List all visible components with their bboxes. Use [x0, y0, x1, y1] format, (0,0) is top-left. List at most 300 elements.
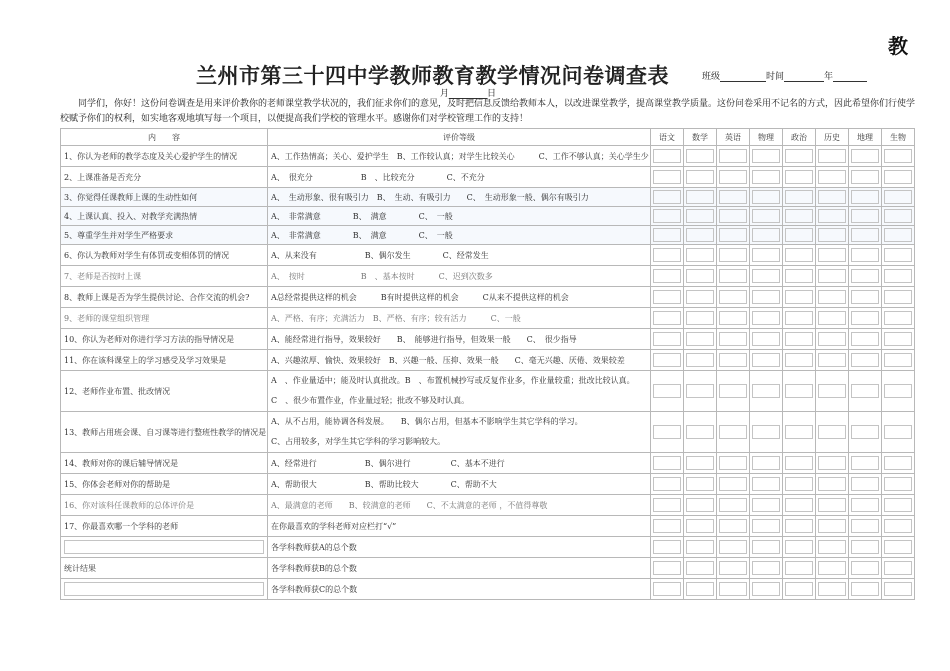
- answer-cell[interactable]: [684, 207, 717, 226]
- answer-box[interactable]: [686, 498, 714, 512]
- answer-cell[interactable]: [717, 188, 750, 207]
- answer-box[interactable]: [653, 269, 681, 283]
- answer-box[interactable]: [818, 498, 846, 512]
- answer-box[interactable]: [752, 498, 780, 512]
- answer-cell[interactable]: [882, 453, 915, 474]
- answer-cell[interactable]: [684, 287, 717, 308]
- answer-box[interactable]: [884, 170, 912, 184]
- answer-box[interactable]: [851, 456, 879, 470]
- answer-box[interactable]: [785, 384, 813, 398]
- answer-box[interactable]: [884, 311, 912, 325]
- answer-box[interactable]: [686, 353, 714, 367]
- answer-box[interactable]: [686, 477, 714, 491]
- answer-box[interactable]: [653, 209, 681, 223]
- answer-cell[interactable]: [849, 474, 882, 495]
- answer-cell[interactable]: [717, 579, 750, 600]
- answer-box[interactable]: [851, 209, 879, 223]
- answer-box[interactable]: [851, 311, 879, 325]
- answer-cell[interactable]: [651, 371, 684, 412]
- answer-box[interactable]: [653, 519, 681, 533]
- answer-box[interactable]: [851, 269, 879, 283]
- answer-cell[interactable]: [816, 245, 849, 266]
- answer-cell[interactable]: [651, 308, 684, 329]
- answer-cell[interactable]: [882, 371, 915, 412]
- answer-cell[interactable]: [717, 245, 750, 266]
- answer-cell[interactable]: [717, 207, 750, 226]
- answer-cell[interactable]: [750, 266, 783, 287]
- answer-box[interactable]: [686, 384, 714, 398]
- answer-cell[interactable]: [783, 537, 816, 558]
- answer-cell[interactable]: [816, 371, 849, 412]
- answer-cell[interactable]: [783, 266, 816, 287]
- answer-cell[interactable]: [684, 371, 717, 412]
- answer-cell[interactable]: [651, 188, 684, 207]
- answer-box[interactable]: [785, 248, 813, 262]
- answer-box[interactable]: [653, 228, 681, 242]
- answer-cell[interactable]: [783, 287, 816, 308]
- answer-box[interactable]: [884, 190, 912, 204]
- answer-box[interactable]: [851, 149, 879, 163]
- answer-cell[interactable]: [816, 308, 849, 329]
- answer-cell[interactable]: [882, 207, 915, 226]
- answer-box[interactable]: [818, 540, 846, 554]
- answer-box[interactable]: [686, 311, 714, 325]
- answer-cell[interactable]: [684, 412, 717, 453]
- answer-cell[interactable]: [849, 245, 882, 266]
- answer-cell[interactable]: [816, 412, 849, 453]
- answer-cell[interactable]: [816, 266, 849, 287]
- answer-cell[interactable]: [882, 226, 915, 245]
- answer-cell[interactable]: [684, 350, 717, 371]
- answer-cell[interactable]: [684, 245, 717, 266]
- answer-cell[interactable]: [651, 329, 684, 350]
- answer-box[interactable]: [686, 190, 714, 204]
- answer-cell[interactable]: [882, 245, 915, 266]
- answer-box[interactable]: [851, 384, 879, 398]
- answer-cell[interactable]: [849, 308, 882, 329]
- answer-cell[interactable]: [783, 329, 816, 350]
- answer-cell[interactable]: [882, 329, 915, 350]
- answer-box[interactable]: [884, 209, 912, 223]
- answer-cell[interactable]: [717, 495, 750, 516]
- answer-box[interactable]: [653, 290, 681, 304]
- answer-box[interactable]: [884, 290, 912, 304]
- answer-box[interactable]: [884, 456, 912, 470]
- answer-box[interactable]: [653, 248, 681, 262]
- answer-cell[interactable]: [684, 579, 717, 600]
- answer-cell[interactable]: [750, 579, 783, 600]
- answer-box[interactable]: [851, 290, 879, 304]
- answer-box[interactable]: [686, 290, 714, 304]
- answer-box[interactable]: [719, 311, 747, 325]
- answer-cell[interactable]: [717, 537, 750, 558]
- answer-box[interactable]: [785, 561, 813, 575]
- answer-box[interactable]: [752, 190, 780, 204]
- answer-cell[interactable]: [651, 412, 684, 453]
- answer-box[interactable]: [851, 582, 879, 596]
- answer-cell[interactable]: [882, 474, 915, 495]
- answer-box[interactable]: [752, 540, 780, 554]
- answer-box[interactable]: [818, 170, 846, 184]
- answer-box[interactable]: [818, 209, 846, 223]
- answer-cell[interactable]: [717, 453, 750, 474]
- answer-cell[interactable]: [750, 226, 783, 245]
- answer-cell[interactable]: [717, 226, 750, 245]
- answer-cell[interactable]: [882, 146, 915, 167]
- answer-cell[interactable]: [816, 579, 849, 600]
- answer-cell[interactable]: [882, 167, 915, 188]
- answer-box[interactable]: [818, 353, 846, 367]
- answer-cell[interactable]: [783, 188, 816, 207]
- answer-cell[interactable]: [717, 474, 750, 495]
- answer-cell[interactable]: [684, 329, 717, 350]
- answer-cell[interactable]: [750, 167, 783, 188]
- answer-box[interactable]: [752, 582, 780, 596]
- answer-cell[interactable]: [717, 558, 750, 579]
- answer-box[interactable]: [884, 384, 912, 398]
- answer-cell[interactable]: [849, 207, 882, 226]
- answer-box[interactable]: [818, 477, 846, 491]
- answer-box[interactable]: [818, 290, 846, 304]
- answer-box[interactable]: [653, 170, 681, 184]
- answer-cell[interactable]: [651, 226, 684, 245]
- answer-box[interactable]: [653, 149, 681, 163]
- answer-cell[interactable]: [816, 167, 849, 188]
- answer-cell[interactable]: [717, 287, 750, 308]
- answer-cell[interactable]: [849, 146, 882, 167]
- answer-box[interactable]: [752, 332, 780, 346]
- answer-box[interactable]: [653, 561, 681, 575]
- answer-box[interactable]: [785, 540, 813, 554]
- answer-box[interactable]: [686, 425, 714, 439]
- answer-cell[interactable]: [750, 245, 783, 266]
- answer-cell[interactable]: [849, 537, 882, 558]
- answer-cell[interactable]: [882, 558, 915, 579]
- answer-box[interactable]: [884, 425, 912, 439]
- answer-box[interactable]: [851, 477, 879, 491]
- answer-cell[interactable]: [750, 308, 783, 329]
- answer-cell[interactable]: [849, 188, 882, 207]
- answer-box[interactable]: [785, 519, 813, 533]
- answer-cell[interactable]: [717, 146, 750, 167]
- answer-box[interactable]: [719, 332, 747, 346]
- answer-cell[interactable]: [816, 226, 849, 245]
- answer-box[interactable]: [653, 582, 681, 596]
- answer-box[interactable]: [686, 456, 714, 470]
- answer-cell[interactable]: [849, 453, 882, 474]
- answer-box[interactable]: [884, 248, 912, 262]
- answer-box[interactable]: [752, 209, 780, 223]
- answer-box[interactable]: [785, 290, 813, 304]
- answer-box[interactable]: [752, 170, 780, 184]
- answer-box[interactable]: [785, 311, 813, 325]
- answer-cell[interactable]: [651, 558, 684, 579]
- answer-box[interactable]: [686, 332, 714, 346]
- answer-cell[interactable]: [849, 226, 882, 245]
- answer-box[interactable]: [851, 332, 879, 346]
- answer-cell[interactable]: [849, 329, 882, 350]
- answer-box[interactable]: [719, 477, 747, 491]
- answer-cell[interactable]: [849, 371, 882, 412]
- answer-box[interactable]: [653, 384, 681, 398]
- answer-box[interactable]: [686, 269, 714, 283]
- answer-cell[interactable]: [750, 188, 783, 207]
- answer-cell[interactable]: [750, 453, 783, 474]
- answer-box[interactable]: [884, 519, 912, 533]
- answer-box[interactable]: [719, 384, 747, 398]
- answer-box[interactable]: [752, 311, 780, 325]
- answer-box[interactable]: [818, 311, 846, 325]
- answer-cell[interactable]: [684, 308, 717, 329]
- answer-box[interactable]: [752, 477, 780, 491]
- answer-cell[interactable]: [816, 207, 849, 226]
- answer-box[interactable]: [818, 425, 846, 439]
- answer-box[interactable]: [785, 209, 813, 223]
- answer-cell[interactable]: [750, 287, 783, 308]
- answer-box[interactable]: [851, 540, 879, 554]
- answer-box[interactable]: [719, 269, 747, 283]
- answer-cell[interactable]: [750, 537, 783, 558]
- answer-box[interactable]: [884, 228, 912, 242]
- answer-box[interactable]: [818, 582, 846, 596]
- answer-cell[interactable]: [684, 453, 717, 474]
- answer-cell[interactable]: [651, 350, 684, 371]
- answer-box[interactable]: [686, 228, 714, 242]
- answer-cell[interactable]: [816, 474, 849, 495]
- answer-cell[interactable]: [849, 350, 882, 371]
- answer-box[interactable]: [851, 228, 879, 242]
- answer-box[interactable]: [785, 190, 813, 204]
- answer-cell[interactable]: [783, 245, 816, 266]
- answer-cell[interactable]: [684, 167, 717, 188]
- answer-cell[interactable]: [816, 329, 849, 350]
- answer-cell[interactable]: [651, 287, 684, 308]
- answer-cell[interactable]: [651, 167, 684, 188]
- answer-cell[interactable]: [651, 266, 684, 287]
- answer-cell[interactable]: [717, 308, 750, 329]
- answer-box[interactable]: [686, 170, 714, 184]
- answer-cell[interactable]: [651, 474, 684, 495]
- answer-box[interactable]: [719, 353, 747, 367]
- answer-box[interactable]: [653, 498, 681, 512]
- answer-cell[interactable]: [882, 579, 915, 600]
- answer-cell[interactable]: [882, 308, 915, 329]
- answer-box[interactable]: [686, 248, 714, 262]
- answer-cell[interactable]: [684, 188, 717, 207]
- answer-cell[interactable]: [750, 474, 783, 495]
- answer-box[interactable]: [719, 149, 747, 163]
- answer-box[interactable]: [752, 149, 780, 163]
- answer-cell[interactable]: [684, 558, 717, 579]
- answer-box[interactable]: [884, 582, 912, 596]
- answer-box[interactable]: [719, 561, 747, 575]
- answer-box[interactable]: [752, 384, 780, 398]
- answer-box[interactable]: [785, 353, 813, 367]
- answer-cell[interactable]: [750, 516, 783, 537]
- answer-cell[interactable]: [882, 287, 915, 308]
- answer-cell[interactable]: [684, 474, 717, 495]
- answer-cell[interactable]: [816, 453, 849, 474]
- answer-box[interactable]: [686, 582, 714, 596]
- answer-cell[interactable]: [750, 495, 783, 516]
- answer-cell[interactable]: [783, 207, 816, 226]
- answer-cell[interactable]: [684, 495, 717, 516]
- answer-box[interactable]: [884, 498, 912, 512]
- answer-box[interactable]: [719, 425, 747, 439]
- answer-cell[interactable]: [717, 350, 750, 371]
- answer-box[interactable]: [653, 332, 681, 346]
- answer-box[interactable]: [653, 311, 681, 325]
- answer-box[interactable]: [884, 149, 912, 163]
- answer-cell[interactable]: [783, 516, 816, 537]
- answer-cell[interactable]: [882, 516, 915, 537]
- answer-cell[interactable]: [651, 207, 684, 226]
- answer-box[interactable]: [818, 269, 846, 283]
- answer-box[interactable]: [719, 456, 747, 470]
- answer-box[interactable]: [653, 477, 681, 491]
- answer-cell[interactable]: [882, 412, 915, 453]
- answer-box[interactable]: [719, 228, 747, 242]
- answer-box[interactable]: [752, 290, 780, 304]
- answer-box[interactable]: [785, 228, 813, 242]
- answer-cell[interactable]: [783, 308, 816, 329]
- answer-cell[interactable]: [783, 495, 816, 516]
- answer-box[interactable]: [719, 248, 747, 262]
- answer-box[interactable]: [851, 498, 879, 512]
- answer-cell[interactable]: [684, 146, 717, 167]
- answer-cell[interactable]: [882, 495, 915, 516]
- answer-box[interactable]: [785, 582, 813, 596]
- answer-box[interactable]: [785, 456, 813, 470]
- answer-cell[interactable]: [684, 537, 717, 558]
- answer-cell[interactable]: [783, 474, 816, 495]
- answer-cell[interactable]: [717, 412, 750, 453]
- answer-cell[interactable]: [717, 167, 750, 188]
- answer-box[interactable]: [818, 190, 846, 204]
- answer-cell[interactable]: [783, 350, 816, 371]
- answer-box[interactable]: [884, 561, 912, 575]
- answer-box[interactable]: [719, 582, 747, 596]
- answer-cell[interactable]: [750, 412, 783, 453]
- answer-cell[interactable]: [849, 287, 882, 308]
- answer-cell[interactable]: [849, 558, 882, 579]
- answer-cell[interactable]: [783, 558, 816, 579]
- answer-cell[interactable]: [849, 579, 882, 600]
- answer-cell[interactable]: [651, 579, 684, 600]
- answer-box[interactable]: [818, 561, 846, 575]
- answer-cell[interactable]: [849, 266, 882, 287]
- answer-box[interactable]: [719, 290, 747, 304]
- answer-cell[interactable]: [783, 453, 816, 474]
- answer-cell[interactable]: [783, 579, 816, 600]
- answer-cell[interactable]: [684, 516, 717, 537]
- answer-cell[interactable]: [651, 146, 684, 167]
- answer-cell[interactable]: [651, 495, 684, 516]
- answer-box[interactable]: [785, 477, 813, 491]
- answer-cell[interactable]: [816, 287, 849, 308]
- answer-box[interactable]: [785, 425, 813, 439]
- answer-box[interactable]: [752, 456, 780, 470]
- answer-box[interactable]: [851, 170, 879, 184]
- answer-box[interactable]: [752, 248, 780, 262]
- answer-box[interactable]: [752, 269, 780, 283]
- answer-cell[interactable]: [816, 495, 849, 516]
- answer-box[interactable]: [719, 540, 747, 554]
- answer-box[interactable]: [686, 561, 714, 575]
- answer-box[interactable]: [785, 269, 813, 283]
- answer-cell[interactable]: [882, 266, 915, 287]
- answer-cell[interactable]: [750, 329, 783, 350]
- answer-box[interactable]: [752, 561, 780, 575]
- answer-box[interactable]: [851, 190, 879, 204]
- answer-cell[interactable]: [783, 226, 816, 245]
- answer-cell[interactable]: [783, 371, 816, 412]
- answer-cell[interactable]: [849, 167, 882, 188]
- answer-box[interactable]: [884, 353, 912, 367]
- answer-box[interactable]: [686, 519, 714, 533]
- answer-box[interactable]: [752, 425, 780, 439]
- answer-box[interactable]: [785, 332, 813, 346]
- answer-box[interactable]: [884, 540, 912, 554]
- answer-cell[interactable]: [750, 207, 783, 226]
- answer-box[interactable]: [851, 519, 879, 533]
- answer-box[interactable]: [785, 149, 813, 163]
- answer-cell[interactable]: [651, 245, 684, 266]
- answer-box[interactable]: [851, 425, 879, 439]
- answer-box[interactable]: [752, 228, 780, 242]
- answer-box[interactable]: [752, 353, 780, 367]
- answer-box[interactable]: [884, 477, 912, 491]
- answer-box[interactable]: [818, 456, 846, 470]
- answer-box[interactable]: [653, 540, 681, 554]
- answer-box[interactable]: [653, 190, 681, 204]
- answer-box[interactable]: [719, 209, 747, 223]
- answer-cell[interactable]: [651, 537, 684, 558]
- answer-box[interactable]: [686, 209, 714, 223]
- answer-cell[interactable]: [783, 146, 816, 167]
- answer-cell[interactable]: [816, 516, 849, 537]
- answer-cell[interactable]: [849, 516, 882, 537]
- answer-box[interactable]: [785, 498, 813, 512]
- answer-box[interactable]: [752, 519, 780, 533]
- answer-box[interactable]: [653, 456, 681, 470]
- answer-cell[interactable]: [816, 188, 849, 207]
- answer-box[interactable]: [686, 540, 714, 554]
- answer-cell[interactable]: [783, 412, 816, 453]
- answer-cell[interactable]: [816, 350, 849, 371]
- answer-box[interactable]: [719, 170, 747, 184]
- answer-box[interactable]: [851, 353, 879, 367]
- answer-cell[interactable]: [816, 146, 849, 167]
- answer-cell[interactable]: [816, 558, 849, 579]
- answer-box[interactable]: [818, 332, 846, 346]
- answer-cell[interactable]: [651, 453, 684, 474]
- answer-box[interactable]: [818, 248, 846, 262]
- answer-cell[interactable]: [882, 350, 915, 371]
- answer-box[interactable]: [686, 149, 714, 163]
- answer-box[interactable]: [851, 248, 879, 262]
- answer-box[interactable]: [719, 498, 747, 512]
- answer-box[interactable]: [884, 269, 912, 283]
- answer-cell[interactable]: [684, 266, 717, 287]
- answer-box[interactable]: [884, 332, 912, 346]
- answer-box[interactable]: [818, 149, 846, 163]
- answer-cell[interactable]: [717, 371, 750, 412]
- answer-cell[interactable]: [882, 188, 915, 207]
- answer-cell[interactable]: [849, 412, 882, 453]
- answer-box[interactable]: [851, 561, 879, 575]
- answer-cell[interactable]: [750, 371, 783, 412]
